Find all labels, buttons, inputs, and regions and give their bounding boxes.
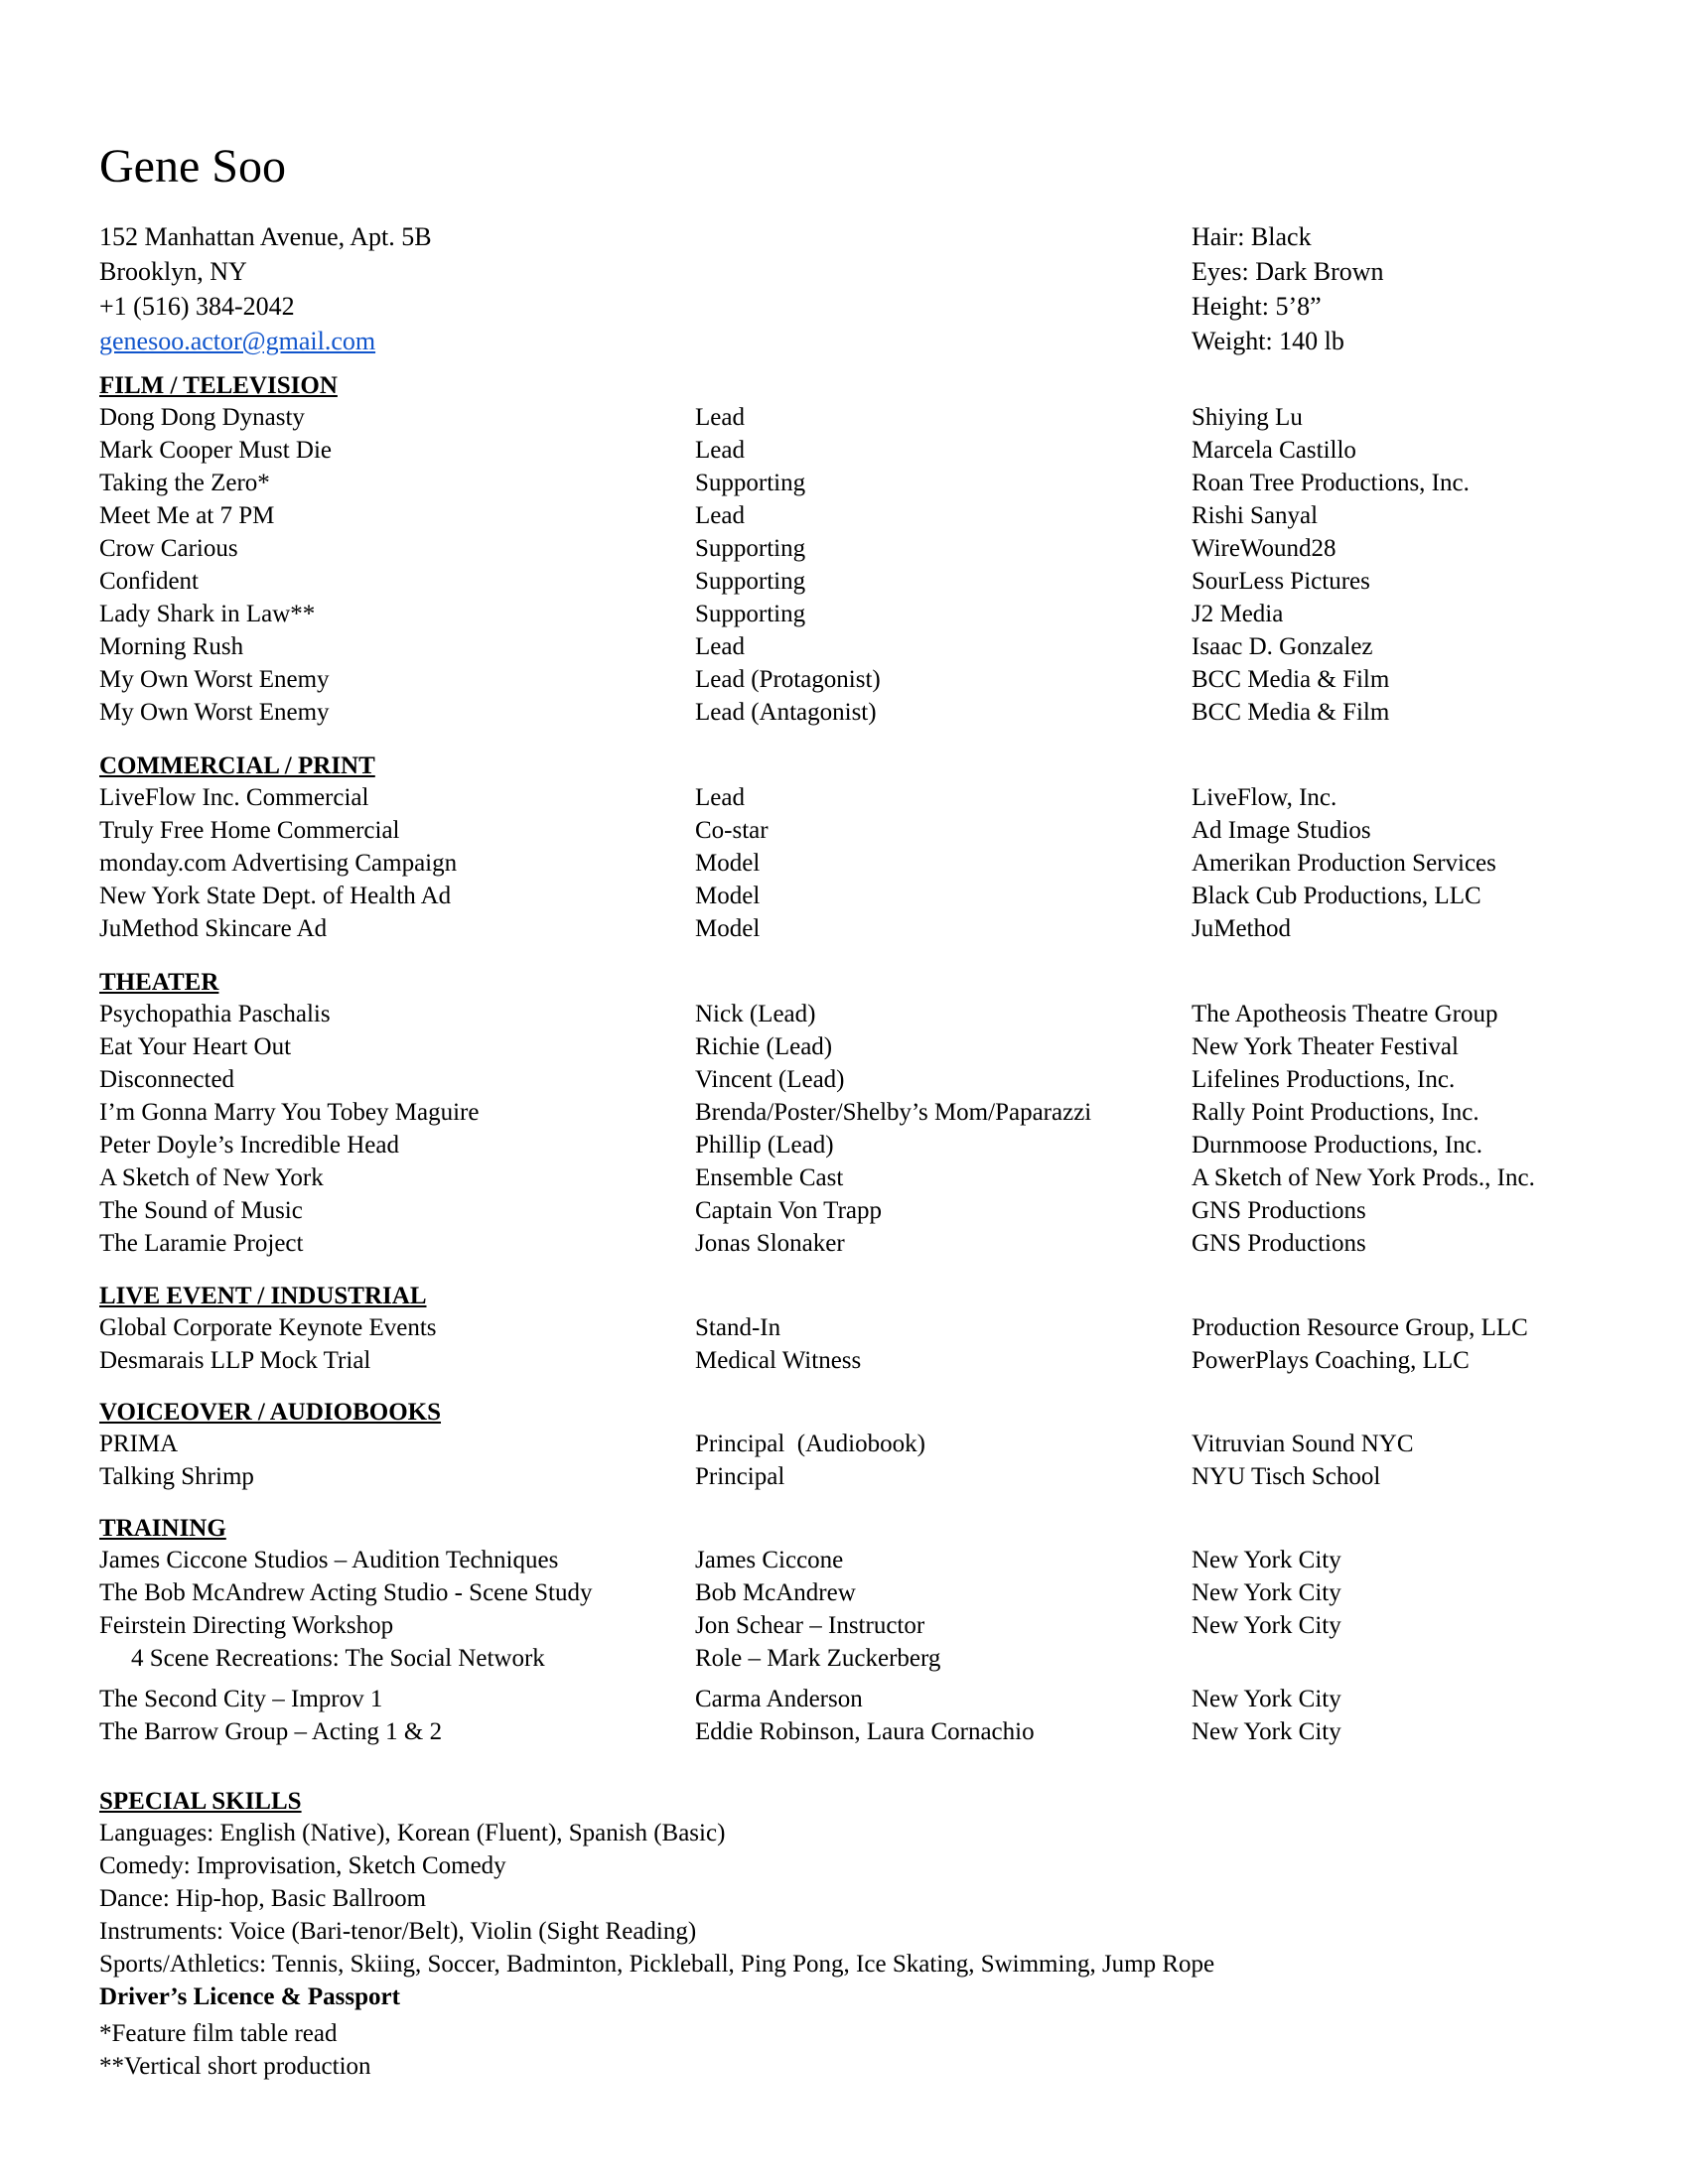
skill-languages: Languages: English (Native), Korean (Fluent), Spanish (Basic) [99,1820,726,1846]
credit-row [99,598,1589,630]
address-line-2: Brooklyn, NY [99,257,247,286]
credit-row [99,1311,1589,1344]
credit-title: Desmarais LLP Mock Trial [99,1347,371,1374]
credit-title: Global Corporate Keynote Events [99,1314,437,1341]
live-event-section [99,1282,1589,1377]
skill-comedy: Comedy: Improvisation, Sketch Comedy [99,1852,506,1879]
section-heading: COMMERCIAL / PRINT [99,752,375,779]
credit-role: Lead [695,784,745,811]
skill-dance: Dance: Hip-hop, Basic Ballroom [99,1885,427,1912]
credit-row [99,565,1589,598]
hair-stat: Hair: Black [1192,222,1312,251]
credit-company: Lifelines Productions, Inc. [1192,1066,1456,1093]
credit-company: Rishi Sanyal [1192,502,1319,529]
credit-title: A Sketch of New York [99,1164,324,1191]
section-heading: FILM / TELEVISION [99,372,338,399]
credit-role: Nick (Lead) [695,1001,816,1027]
credit-title: Disconnected [99,1066,235,1093]
credit-role: Jonas Slonaker [695,1230,845,1257]
credit-title: The Laramie Project [99,1230,304,1257]
credit-row [99,630,1589,663]
credit-title: My Own Worst Enemy [99,699,330,726]
credit-company: Vitruvian Sound NYC [1192,1431,1414,1457]
phone-number: +1 (516) 384-2042 [99,292,295,321]
email-link[interactable]: genesoo.actor@gmail.com [99,327,376,355]
credit-title: Meet Me at 7 PM [99,502,275,529]
training-row [99,1576,1589,1609]
footnotes [99,2017,371,2083]
credit-company: JuMethod [1192,915,1291,942]
film-television-section [99,371,1589,729]
credit-role: Ensemble Cast [695,1164,844,1191]
credit-company: Durnmoose Productions, Inc. [1192,1132,1483,1159]
training-subrow [99,1642,1589,1675]
contact-block [99,219,432,358]
credit-role: Captain Von Trapp [695,1197,883,1224]
credit-role: Medical Witness [695,1347,862,1374]
special-skills-section [99,1787,1589,2013]
credit-row [99,434,1589,467]
actor-name: Gene Soo [99,140,286,193]
credit-role: Principal (Audiobook) [695,1431,925,1457]
credit-title: Confident [99,568,199,595]
credit-role: Lead (Protagonist) [695,666,881,693]
credit-title: New York State Dept. of Health Ad [99,883,452,909]
credit-company: NYU Tisch School [1192,1463,1381,1490]
credit-title: The Sound of Music [99,1197,303,1224]
section-heading: SPECIAL SKILLS [99,1788,302,1815]
training-instructor: Eddie Robinson, Laura Cornachio [695,1718,1035,1745]
training-row [99,1544,1589,1576]
credit-title: PRIMA [99,1431,179,1457]
section-heading: VOICEOVER / AUDIOBOOKS [99,1399,442,1426]
credit-row [99,663,1589,696]
credit-company: J2 Media [1192,601,1284,627]
theater-section [99,968,1589,1260]
training-row [99,1715,1589,1748]
training-row [99,1683,1589,1715]
skill-sports: Sports/Athletics: Tennis, Skiing, Soccer, Badminton, Pickleball, Ping Pong, Ice Skating, Swimming, Jump Rope [99,1951,1215,1978]
credit-title: LiveFlow Inc. Commercial [99,784,369,811]
credit-role: Model [695,850,761,877]
credit-company: WireWound28 [1192,535,1336,562]
credit-title: Truly Free Home Commercial [99,817,400,844]
credit-company: PowerPlays Coaching, LLC [1192,1347,1470,1374]
training-location: New York City [1192,1686,1341,1712]
credit-row [99,1096,1589,1129]
credit-role: Supporting [695,470,806,496]
training-course: The Barrow Group – Acting 1 & 2 [99,1718,443,1745]
credit-row [99,696,1589,729]
training-course: Feirstein Directing Workshop [99,1612,394,1639]
credit-company: Ad Image Studios [1192,817,1371,844]
training-course: James Ciccone Studios – Audition Techniques [99,1547,559,1573]
skill-instruments: Instruments: Voice (Bari-tenor/Belt), Violin (Sight Reading) [99,1918,697,1945]
credit-role: Lead (Antagonist) [695,699,877,726]
credit-company: New York Theater Festival [1192,1033,1459,1060]
training-instructor: Jon Schear – Instructor [695,1612,925,1639]
training-course: The Bob McAndrew Acting Studio - Scene Study [99,1579,593,1606]
credit-title: Psychopathia Paschalis [99,1001,331,1027]
credit-company: A Sketch of New York Prods., Inc. [1192,1164,1535,1191]
section-heading: THEATER [99,969,219,996]
credit-row [99,1194,1589,1227]
credit-company: Roan Tree Productions, Inc. [1192,470,1470,496]
credit-company: Production Resource Group, LLC [1192,1314,1528,1341]
credit-role: Model [695,883,761,909]
credit-title: My Own Worst Enemy [99,666,330,693]
credit-row [99,1428,1589,1460]
training-course: 4 Scene Recreations: The Social Network [131,1645,545,1672]
credit-company: BCC Media & Film [1192,666,1390,693]
credit-title: Dong Dong Dynasty [99,404,305,431]
credit-title: Morning Rush [99,633,244,660]
footnote-feature-film: *Feature film table read [99,2020,338,2047]
credit-company: BCC Media & Film [1192,699,1390,726]
training-location: New York City [1192,1612,1341,1639]
credit-company: GNS Productions [1192,1230,1366,1257]
license-passport: Driver’s Licence & Passport [99,1983,400,2010]
credit-title: I’m Gonna Marry You Tobey Maguire [99,1099,480,1126]
voiceover-section [99,1398,1589,1493]
credit-row [99,467,1589,499]
credit-title: Eat Your Heart Out [99,1033,292,1060]
credit-company: Isaac D. Gonzalez [1192,633,1373,660]
credit-row [99,401,1589,434]
height-stat: Height: 5’8” [1192,292,1322,321]
credit-title: monday.com Advertising Campaign [99,850,458,877]
credit-company: Black Cub Productions, LLC [1192,883,1481,909]
credit-row [99,1129,1589,1161]
credit-row [99,1227,1589,1260]
credit-role: Stand-In [695,1314,781,1341]
credit-company: Amerikan Production Services [1192,850,1496,877]
credit-row [99,781,1589,814]
credit-row [99,1030,1589,1063]
credit-title: Crow Carious [99,535,238,562]
credit-title: JuMethod Skincare Ad [99,915,328,942]
commercial-print-section [99,751,1589,945]
credit-row [99,814,1589,847]
credit-company: The Apotheosis Theatre Group [1192,1001,1498,1027]
credit-role: Lead [695,437,745,464]
training-instructor: Carma Anderson [695,1686,863,1712]
credit-role: Richie (Lead) [695,1033,833,1060]
credit-company: SourLess Pictures [1192,568,1370,595]
credit-title: Talking Shrimp [99,1463,254,1490]
training-section [99,1514,1589,1748]
credit-row [99,998,1589,1030]
section-heading: TRAINING [99,1515,226,1542]
credit-role: Phillip (Lead) [695,1132,834,1159]
credit-title: Peter Doyle’s Incredible Head [99,1132,399,1159]
credit-row [99,499,1589,532]
physical-stats [1192,219,1384,358]
footnote-vertical-short: **Vertical short production [99,2053,371,2080]
credit-role: Lead [695,502,745,529]
credit-company: Rally Point Productions, Inc. [1192,1099,1479,1126]
credit-role: Supporting [695,535,806,562]
training-instructor: Bob McAndrew [695,1579,856,1606]
credit-role: Vincent (Lead) [695,1066,845,1093]
credit-role: Brenda/Poster/Shelby’s Mom/Paparazzi [695,1099,1092,1126]
credit-row [99,912,1589,945]
credit-title: Taking the Zero* [99,470,270,496]
credit-company: Shiying Lu [1192,404,1303,431]
credit-company: GNS Productions [1192,1197,1366,1224]
section-heading: LIVE EVENT / INDUSTRIAL [99,1283,427,1309]
address-line-1: 152 Manhattan Avenue, Apt. 5B [99,222,432,251]
training-location: New York City [1192,1718,1341,1745]
training-row [99,1609,1589,1642]
training-location: New York City [1192,1579,1341,1606]
credit-title: Lady Shark in Law** [99,601,316,627]
credit-row [99,847,1589,880]
credit-role: Supporting [695,568,806,595]
training-course: The Second City – Improv 1 [99,1686,383,1712]
credit-row [99,1063,1589,1096]
credit-row [99,1344,1589,1377]
training-instructor: James Ciccone [695,1547,844,1573]
credit-role: Lead [695,633,745,660]
credit-company: LiveFlow, Inc. [1192,784,1337,811]
training-location: New York City [1192,1547,1341,1573]
credit-title: Mark Cooper Must Die [99,437,332,464]
credit-role: Principal [695,1463,785,1490]
credit-role: Supporting [695,601,806,627]
credit-company: Marcela Castillo [1192,437,1356,464]
credit-row [99,532,1589,565]
credit-row [99,1161,1589,1194]
credit-role: Model [695,915,761,942]
credit-role: Lead [695,404,745,431]
credit-row [99,1460,1589,1493]
weight-stat: Weight: 140 lb [1192,327,1344,355]
training-instructor: Role – Mark Zuckerberg [695,1645,941,1672]
eyes-stat: Eyes: Dark Brown [1192,257,1384,286]
credit-row [99,880,1589,912]
credit-role: Co-star [695,817,769,844]
